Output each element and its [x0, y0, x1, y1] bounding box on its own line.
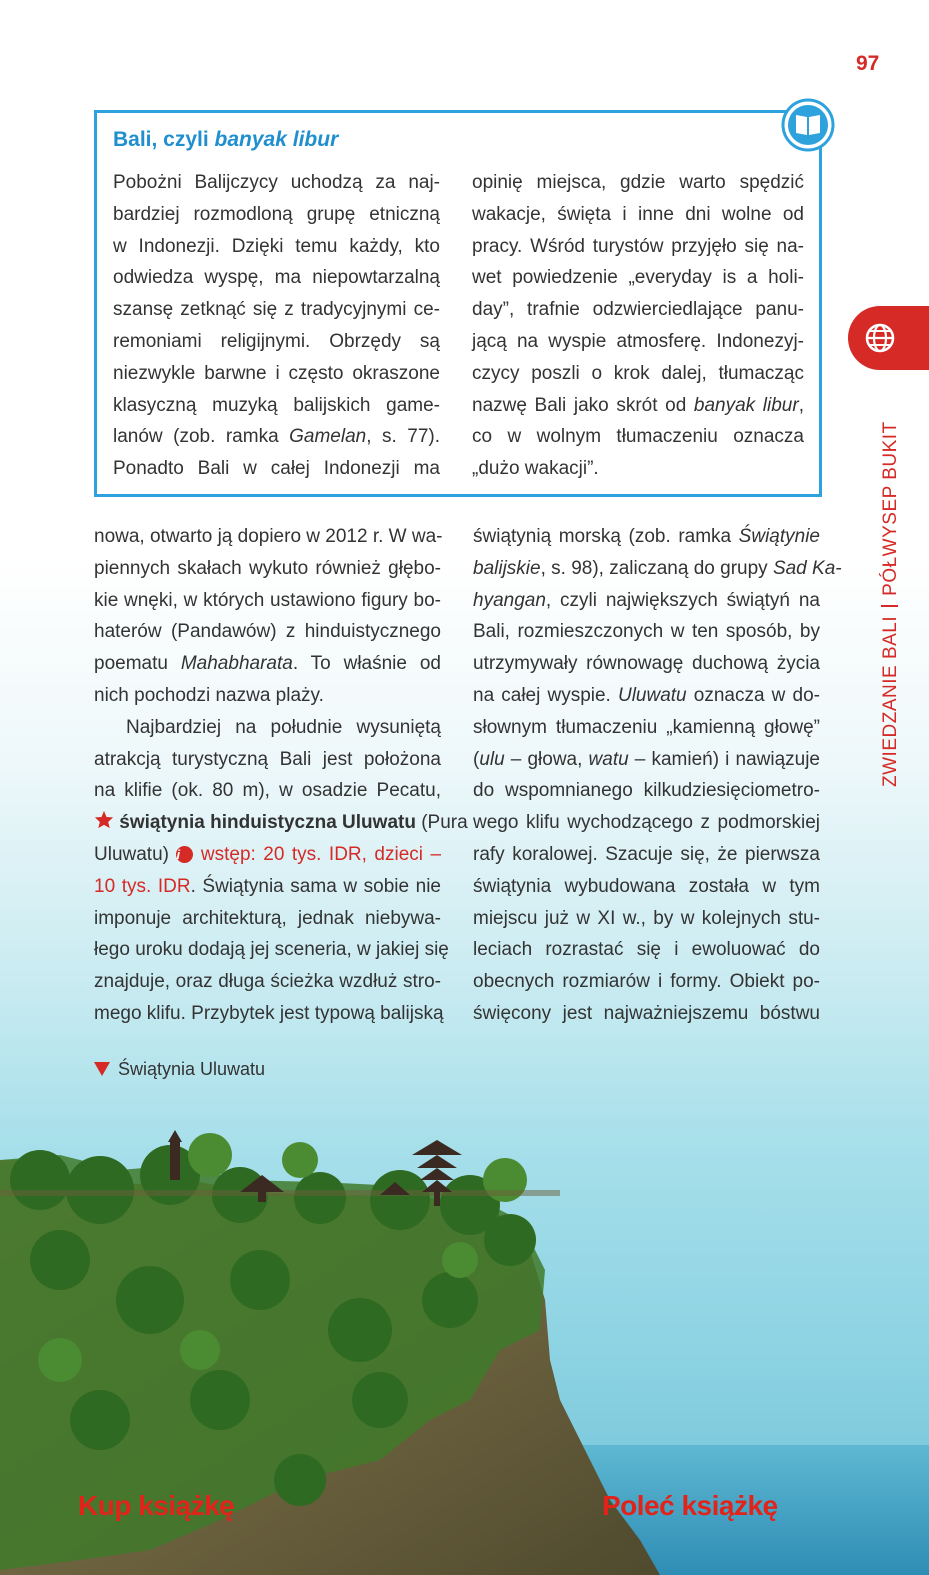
globe-icon — [864, 322, 896, 354]
main-column-1 — [94, 521, 468, 1030]
text-line: leciach rozrastać się i ewoluować do — [473, 939, 820, 961]
text-line: znajduje, oraz długa ścieżka wzdłuż stro- — [94, 971, 441, 993]
text-line: hyangan, czyli największych świątyń na — [473, 589, 820, 611]
text-line: na całej wyspie. Uluwatu oznacza w do- — [473, 684, 820, 706]
text-line: imponuje architekturą, jednak niebywa- — [94, 907, 441, 929]
text-line: (ulu – głowa, watu – kamień) i nawiązuje — [473, 748, 820, 770]
buy-book-button[interactable]: Kup książkę — [78, 1490, 235, 1521]
text-line: opinię miejsca, gdzie warto spędzić — [472, 172, 804, 193]
text-line: wego klifu wychodzącego z podmorskiej — [473, 812, 820, 834]
box-column-2 — [472, 167, 804, 485]
text-line: do wspomnianego kilkudziesięciometro- — [473, 780, 820, 802]
sidebar-box — [94, 110, 822, 497]
book-icon — [781, 98, 835, 152]
text-line: świątynią morską (zob. ramka Świątynie — [473, 526, 820, 547]
section-label: ZWIEDZANIE BALI — [880, 615, 901, 787]
text-line: święcony jest najważniejszemu bóstwu — [473, 1002, 820, 1024]
text-line: wakacje, święta i inne dni wolne od — [472, 203, 804, 225]
text-line: Uluwatu) i wstęp: 20 tys. IDR, dzieci – — [94, 843, 442, 865]
separator — [881, 605, 898, 607]
text-line: łego uroku dodają jej sceneria, w jakiej się — [94, 939, 449, 961]
text-line: jącą na wyspie atmosferę. Indonezyj- — [472, 330, 804, 352]
info-icon: i — [176, 846, 193, 863]
text-line: day”, trafnie odzwierciedlające panu- — [472, 299, 804, 321]
text-line: „dużo wakacji”. — [472, 458, 599, 480]
running-header — [880, 421, 902, 787]
text-line: nowa, otwarto ją dopiero w 2012 r. W wa- — [94, 526, 443, 547]
text-line: czycy poszli o krok dalej, tłumacząc — [472, 362, 804, 384]
text-line: remoniami religijnymi. Obrzędy są — [113, 330, 440, 352]
text-line: utrzymywały równowagę duchową życia — [473, 653, 820, 675]
main-column-2 — [473, 521, 842, 1030]
text-line: niezwykle barwne i często okraszone — [113, 362, 440, 384]
text-line: lanów (zob. ramka Gamelan, s. 77). — [113, 426, 440, 448]
text-line: Najbardziej na południe wysuniętą — [126, 716, 441, 738]
text-line: piennych skałach wykuto również głębo- — [94, 557, 441, 579]
text-line: Ponadto Bali w całej Indonezji ma — [113, 458, 440, 480]
text-line: poematu Mahabharata. To właśnie od — [94, 653, 441, 675]
text-line: nich pochodzi nazwa plaży. — [94, 684, 324, 706]
text-line: na klifie (ok. 80 m), w osadzie Pecatu, — [94, 780, 441, 802]
photo-caption: Świątynia Uluwatu — [94, 1059, 265, 1080]
text-line: 10 tys. IDR. Świątynia sama w sobie nie — [94, 875, 441, 897]
text-line: co w wolnym tłumaczeniu oznacza — [472, 426, 804, 448]
text-line: obecnych rozmiarów i formy. Obiekt po- — [473, 971, 820, 993]
attraction-name: świątynia hinduistyczna Uluwatu — [119, 812, 416, 834]
text-line: kie wnęki, w których ustawiono figury bo- — [94, 589, 441, 611]
text-line: Pobożni Balijczycy uchodzą za naj- — [113, 172, 440, 193]
chapter-tab — [848, 306, 929, 370]
text-line: atrakcją turystyczną Bali jest położona — [94, 748, 441, 770]
text-line: świątynia hinduistyczna Uluwatu (Pura — [94, 807, 441, 839]
text-line: odwiedza wyspę, ma niepowtarzalną — [113, 267, 440, 289]
text-line: bardziej rozmodloną grupę etniczną — [113, 203, 440, 225]
box-title: Bali, czyli banyak libur — [113, 128, 339, 151]
text-line: miejscu już w XI w., by w kolejnych stu- — [473, 907, 820, 929]
text-line: Bali, rozmieszczonych w ten sposób, by — [473, 621, 820, 643]
text-line: nazwę Bali jako skrót od banyak libur, — [472, 394, 804, 416]
text-line: klasyczną muzyką balijskich game- — [113, 394, 440, 416]
box-column-1 — [113, 167, 440, 485]
recommend-book-button[interactable]: Poleć książkę — [602, 1490, 778, 1521]
text-line: balijskie, s. 98), zaliczaną do grupy Sad Ka- — [473, 557, 842, 579]
text-line: pracy. Wśród turystów przyjęło się na- — [472, 235, 804, 257]
triangle-down-icon — [94, 1062, 110, 1076]
page-number: 97 — [856, 52, 880, 75]
text-line: słownym tłumaczeniu „kamienną głowę” — [473, 716, 820, 738]
text-line: haterów (Pandawów) z hinduistycznego — [94, 621, 441, 643]
text-line: szansę zetknąć się z tradycyjnymi ce- — [113, 299, 440, 321]
text-line: świątynia wybudowana została w tym — [473, 875, 820, 897]
star-icon — [94, 810, 114, 829]
text-line: w Indonezji. Dzięki temu każdy, kto — [113, 235, 440, 257]
text-line: mego klifu. Przybytek jest typową balijską — [94, 1002, 444, 1024]
chapter-label: PÓŁWYSEP BUKIT — [880, 421, 901, 596]
price-info: wstęp: 20 tys. IDR, dzieci – — [193, 843, 442, 865]
text-line: rafy koralowej. Szacuje się, że pierwsza — [473, 843, 820, 865]
text-line: wet powiedzenie „everyday is a holi- — [472, 267, 804, 289]
price-info: 10 tys. IDR — [94, 875, 191, 897]
